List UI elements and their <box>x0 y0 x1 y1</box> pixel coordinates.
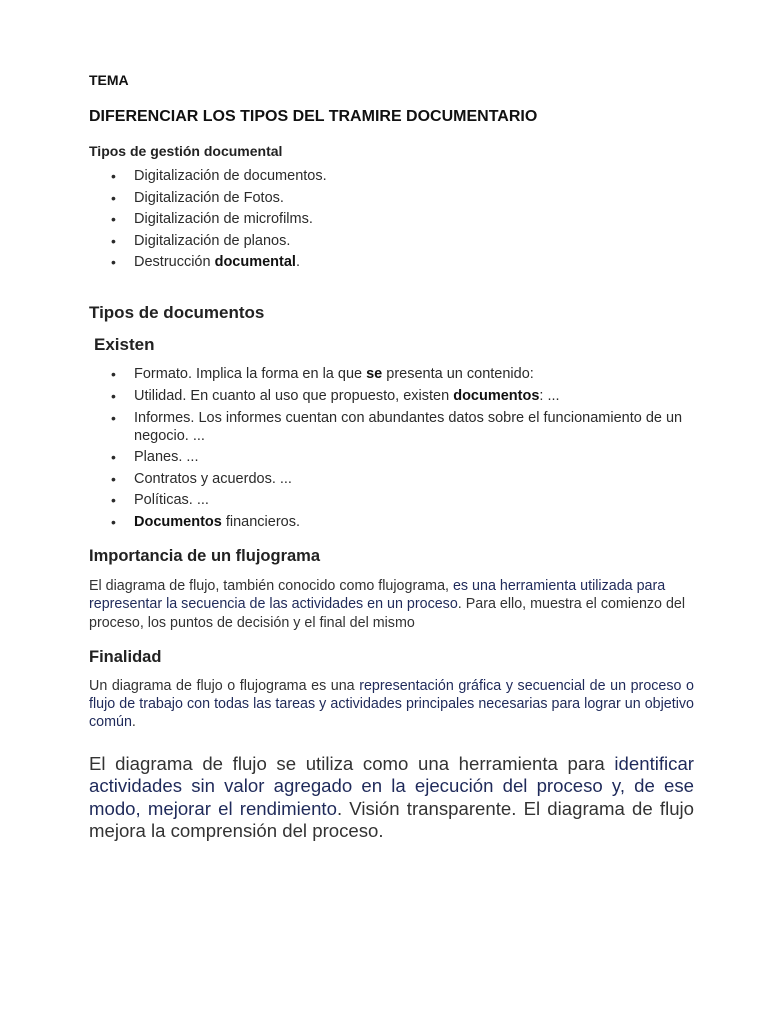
paragraph-text: El diagrama de flujo se utiliza como una herramienta para <box>89 752 615 774</box>
bullet-icon: • <box>111 189 116 206</box>
list-item-text: Planes. ... <box>134 449 199 466</box>
bullet-icon: • <box>111 470 116 487</box>
highlighted-text: es una herramienta utilizada para representar la secuencia de las actividades en un proceso <box>89 577 666 613</box>
list-item <box>89 470 694 488</box>
list-item <box>89 513 694 531</box>
finalidad-heading: Finalidad <box>89 647 162 666</box>
bullet-icon: • <box>111 449 116 466</box>
paragraph-text: . Visión transparente. El diagrama de flujo mejora la comprensión del proceso. <box>89 797 695 842</box>
list-item-text: : ... <box>539 387 560 404</box>
highlighted-text: identificar actividades sin valor agregado en la ejecución del proceso y, de ese modo, mejorar el rendimiento <box>89 752 694 819</box>
list-item-bold: se <box>366 366 383 383</box>
list-item-bold: Documentos <box>134 513 222 530</box>
bullet-icon: • <box>111 254 116 271</box>
bullet-icon: • <box>111 387 116 404</box>
tema-label: TEMA <box>89 72 129 88</box>
bullet-icon: • <box>111 492 116 509</box>
list-item <box>89 491 694 509</box>
documentos-heading: Tipos de documentos <box>89 303 265 323</box>
list-item-text: Utilidad. En cuanto al uso que propuesto, existen <box>134 387 454 404</box>
list-item-text: Digitalización de Fotos. <box>134 189 284 206</box>
list-item <box>89 365 694 383</box>
list-item-text: Contratos y acuerdos. ... <box>134 470 292 487</box>
list-item <box>89 189 694 207</box>
list-item-text: Informes. Los informes cuentan con abundantes datos sobre el funcionamiento de un negocio. ... <box>134 409 683 444</box>
list-item <box>89 210 694 228</box>
paragraph-text: El diagrama de flujo, también conocido como flujograma, <box>89 577 453 594</box>
gestion-list <box>89 167 694 271</box>
document-body <box>89 72 694 843</box>
paragraph-text: Un diagrama de flujo o flujograma es una <box>89 677 360 694</box>
conclusion-paragraph <box>89 753 694 843</box>
list-item-text: Destrucción <box>134 254 215 271</box>
bullet-icon: • <box>111 211 116 228</box>
list-item <box>89 387 694 405</box>
list-item <box>89 448 694 466</box>
list-item-bold: documentos <box>453 387 540 404</box>
list-item-text: Formato. Implica la forma en la que <box>134 366 367 383</box>
bullet-icon: • <box>111 168 116 184</box>
bullet-icon: • <box>111 409 116 426</box>
list-item <box>89 409 694 445</box>
bullet-icon: • <box>111 366 116 383</box>
bullet-icon: • <box>111 513 116 530</box>
list-item-text: financieros. <box>221 513 301 530</box>
existen-subheading: Existen <box>94 335 155 355</box>
document-title: DIFERENCIAR LOS TIPOS DEL TRAMIRE DOCUMENTARIO <box>89 108 538 125</box>
bullet-icon: • <box>111 232 116 249</box>
finalidad-paragraph <box>89 677 694 732</box>
list-item-text: Digitalización de documentos. <box>134 168 327 184</box>
list-item-bold: documental <box>214 254 296 271</box>
list-item <box>89 232 694 250</box>
documentos-list <box>89 365 694 531</box>
importancia-paragraph <box>89 577 694 632</box>
list-item <box>89 253 694 271</box>
list-item-text: Digitalización de planos. <box>134 232 291 249</box>
paragraph-text: . <box>131 714 136 731</box>
list-item-text: . <box>295 254 300 271</box>
paragraph-text: . Para ello, muestra el comienzo del proceso, los puntos de decisión y el final del mismo <box>89 596 686 631</box>
list-item-text: Digitalización de microfilms. <box>134 211 313 228</box>
list-item-text: Políticas. ... <box>134 492 209 509</box>
highlighted-text: representación gráfica y secuencial de un proceso o flujo de trabajo con todas las tareas y actividades principales necesarias para lograr un objetivo común <box>89 677 694 731</box>
list-item-text: presenta un contenido: <box>382 366 534 383</box>
importancia-heading: Importancia de un flujograma <box>89 546 321 565</box>
gestion-heading: Tipos de gestión documental <box>89 143 283 159</box>
list-item <box>89 167 694 185</box>
